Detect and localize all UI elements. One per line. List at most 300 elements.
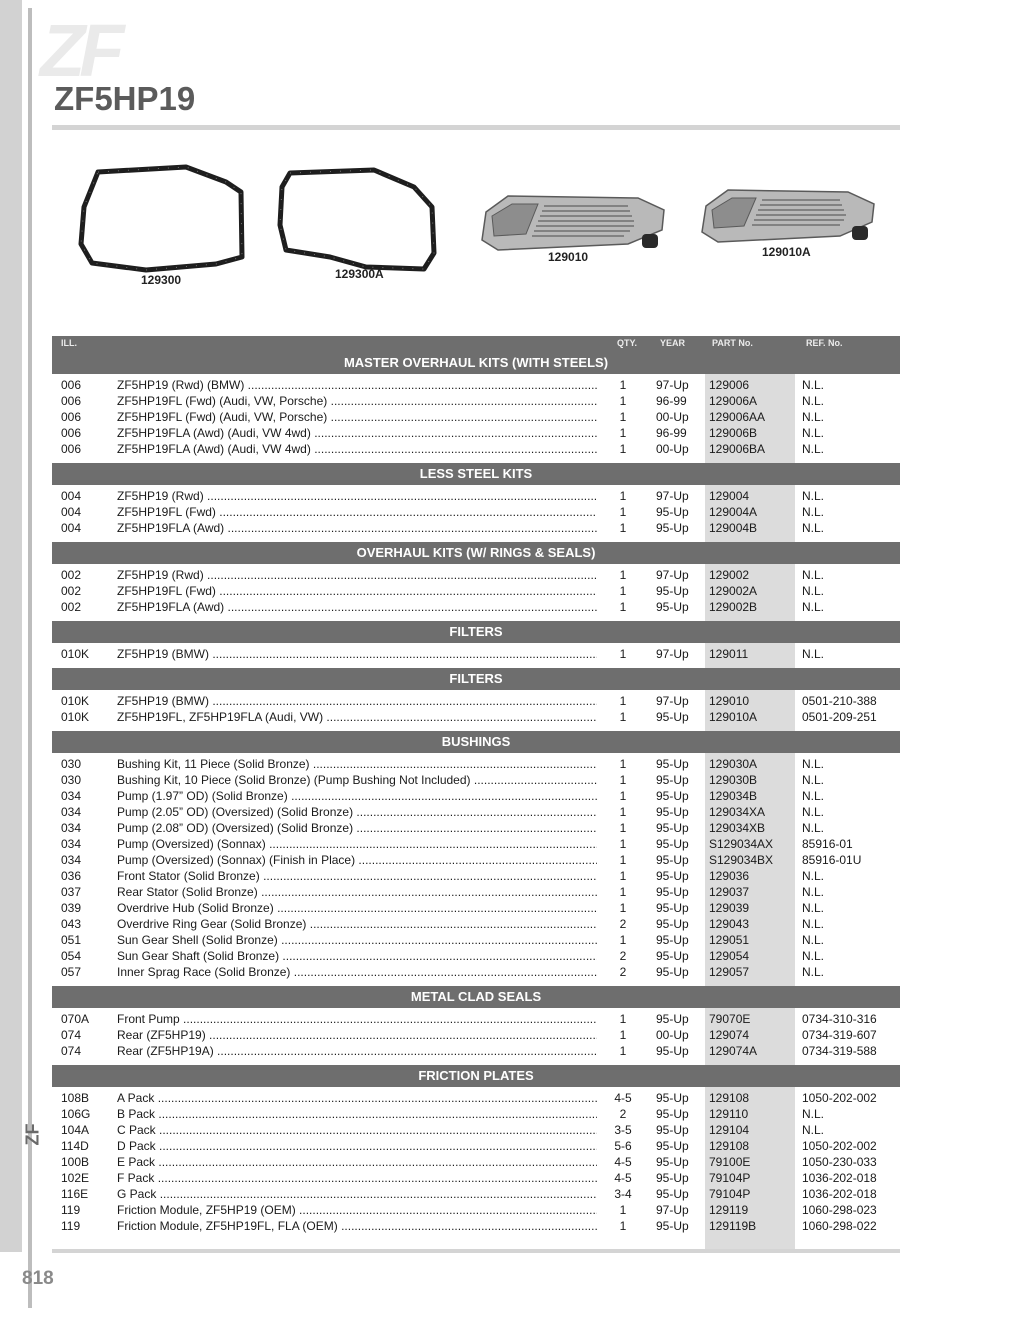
cell-ref-number: N.L. [802, 869, 825, 883]
cell-ref-number: N.L. [802, 1123, 825, 1137]
table-row [52, 583, 900, 599]
cell-ill: 002 [61, 584, 82, 598]
cell-qty: 1 [619, 821, 627, 835]
cell-ref-number: N.L. [802, 505, 825, 519]
cell-part-number: 129119 [709, 1203, 749, 1217]
cell-description: ZF5HP19 (Rwd) ..... [117, 488, 597, 504]
cell-year: 95-Up [656, 805, 689, 819]
cell-description: ZF5HP19FL, ZF5HP19FLA (Audi, VW) ..... [117, 709, 597, 725]
cell-qty: 4-5 [614, 1091, 632, 1105]
cell-qty: 1 [619, 647, 627, 661]
cell-part-number: 79070E [709, 1012, 751, 1026]
column-header-year: YEAR [660, 338, 686, 348]
cell-qty: 1 [619, 1219, 627, 1233]
cell-description: Friction Module, ZF5HP19FL, FLA (OEM) ..... [117, 1218, 597, 1234]
cell-description: Front Stator (Solid Bronze) ..... [117, 868, 597, 884]
sections-container [52, 352, 900, 1237]
cell-ref-number: N.L. [802, 965, 825, 979]
parts-table [52, 336, 900, 1237]
cell-year: 97-Up [656, 568, 689, 582]
cell-qty: 1 [619, 394, 627, 408]
cell-part-number: 129010 [709, 694, 750, 708]
table-row [52, 1218, 900, 1234]
cell-ill: 070A [61, 1012, 90, 1026]
cell-description: Rear (ZF5HP19) ..... [117, 1027, 597, 1043]
cell-year: 95-Up [656, 1012, 689, 1026]
cell-description: Bushing Kit, 11 Piece (Solid Bronze) ..... [117, 756, 597, 772]
section-header: FILTERS [52, 621, 900, 643]
cell-ref-number: N.L. [802, 1107, 825, 1121]
cell-part-number: 129004B [709, 521, 758, 535]
column-header-row [52, 336, 900, 352]
cell-ill: 006 [61, 442, 82, 456]
cell-ill: 034 [61, 837, 82, 851]
table-row [52, 1043, 900, 1059]
column-header-qty: QTY. [617, 338, 638, 348]
table-row [52, 599, 900, 615]
table-row [52, 756, 900, 772]
cell-qty: 3-4 [614, 1187, 632, 1201]
cell-year: 95-Up [656, 757, 689, 771]
cell-qty: 2 [619, 917, 627, 931]
cell-description: Pump (Oversized) (Sonnax) (Finish in Place) ..... [117, 852, 597, 868]
cell-part-number: 129006B [709, 426, 758, 440]
cell-part-number: 129074A [709, 1044, 758, 1058]
cell-year: 00-Up [656, 410, 689, 424]
cell-ill: 004 [61, 505, 82, 519]
cell-qty: 1 [619, 584, 627, 598]
cell-year: 97-Up [656, 694, 689, 708]
cell-description: ZF5HP19FL (Fwd) ..... [117, 583, 597, 599]
cell-year: 95-Up [656, 1187, 689, 1201]
cell-description: Overdrive Ring Gear (Solid Bronze) ..... [117, 916, 597, 932]
cell-qty: 1 [619, 901, 627, 915]
cell-qty: 2 [619, 965, 627, 979]
cell-year: 95-Up [656, 917, 689, 931]
cell-ref-number: 1050-202-002 [802, 1091, 877, 1105]
section-header: METAL CLAD SEALS [52, 986, 900, 1008]
cell-part-number: 129036 [709, 869, 750, 883]
cell-part-number: 129034B [709, 789, 758, 803]
cell-ill: 006 [61, 378, 82, 392]
cell-description: B Pack ..... [117, 1106, 597, 1122]
section-header: FRICTION PLATES [52, 1065, 900, 1087]
cell-ref-number: N.L. [802, 885, 825, 899]
image-label-129010: 129010 [548, 250, 589, 264]
cell-qty: 1 [619, 805, 627, 819]
cell-ref-number: N.L. [802, 584, 825, 598]
cell-qty: 1 [619, 1203, 627, 1217]
cell-qty: 1 [619, 789, 627, 803]
cell-year: 00-Up [656, 442, 689, 456]
cell-year: 95-Up [656, 789, 689, 803]
table-row [52, 488, 900, 504]
cell-part-number: 129108 [709, 1091, 750, 1105]
cell-part-number: 79104P [709, 1171, 751, 1185]
cell-year: 96-99 [656, 394, 687, 408]
cell-ref-number: 1036-202-018 [802, 1187, 877, 1201]
cell-qty: 1 [619, 837, 627, 851]
table-row [52, 709, 900, 725]
section-header: OVERHAUL KITS (W/ RINGS & SEALS) [52, 542, 900, 564]
cell-year: 95-Up [656, 1155, 689, 1169]
cell-part-number: 129034XB [709, 821, 766, 835]
cell-part-number: 129074 [709, 1028, 750, 1042]
cell-year: 95-Up [656, 773, 689, 787]
cell-ill: 119 [61, 1203, 81, 1217]
image-label-129300: 129300 [141, 273, 182, 287]
cell-part-number: 129006 [709, 378, 750, 392]
cell-qty: 1 [619, 426, 627, 440]
table-row [52, 788, 900, 804]
table-row [52, 1138, 900, 1154]
cell-ref-number: 1060-298-023 [802, 1203, 877, 1217]
cell-ill: 002 [61, 600, 82, 614]
image-label-129300a: 129300A [335, 267, 384, 281]
cell-ref-number: N.L. [802, 805, 825, 819]
cell-ill: 010K [61, 710, 90, 724]
cell-ref-number: N.L. [802, 378, 825, 392]
cell-qty: 2 [619, 1107, 627, 1121]
cell-part-number: 129119B [709, 1219, 757, 1233]
cell-qty: 3-5 [614, 1123, 632, 1137]
table-row [52, 1090, 900, 1106]
bottom-divider [52, 1249, 900, 1253]
cell-part-number: 129034XA [709, 805, 766, 819]
cell-ref-number: N.L. [802, 521, 825, 535]
cell-description: E Pack ..... [117, 1154, 597, 1170]
section-rows [52, 1008, 900, 1062]
cell-qty: 1 [619, 933, 627, 947]
cell-ref-number: N.L. [802, 757, 825, 771]
cell-qty: 1 [619, 442, 627, 456]
cell-year: 95-Up [656, 1219, 689, 1233]
brand-watermark: ZF [40, 9, 119, 92]
table-row [52, 425, 900, 441]
cell-description: F Pack ..... [117, 1170, 597, 1186]
section-header: BUSHINGS [52, 731, 900, 753]
gasket-image-129300 [74, 162, 249, 274]
cell-description: Inner Sprag Race (Solid Bronze) ..... [117, 964, 597, 980]
cell-part-number: 129030A [709, 757, 758, 771]
cell-description: ZF5HP19FL (Fwd) ..... [117, 504, 597, 520]
cell-qty: 1 [619, 885, 627, 899]
cell-ill: 002 [61, 568, 82, 582]
cell-description: D Pack ..... [117, 1138, 597, 1154]
table-row [52, 1027, 900, 1043]
cell-part-number: 129006A [709, 394, 758, 408]
table-row [52, 948, 900, 964]
cell-year: 95-Up [656, 965, 689, 979]
section-rows [52, 690, 900, 728]
cell-qty: 1 [619, 600, 627, 614]
page-title: ZF5HP19 [54, 80, 196, 117]
cell-year: 95-Up [656, 821, 689, 835]
cell-year: 95-Up [656, 1123, 689, 1137]
cell-ill: 102E [61, 1171, 90, 1185]
cell-year: 95-Up [656, 710, 689, 724]
cell-description: Friction Module, ZF5HP19 (OEM) ..... [117, 1202, 597, 1218]
cell-qty: 1 [619, 757, 627, 771]
gasket-image-129300a [274, 165, 444, 277]
cell-year: 95-Up [656, 853, 689, 867]
cell-part-number: 129104 [709, 1123, 750, 1137]
cell-ref-number: N.L. [802, 917, 825, 931]
table-row [52, 1170, 900, 1186]
cell-part-number: 129039 [709, 901, 750, 915]
cell-ref-number: N.L. [802, 426, 825, 440]
table-row [52, 1186, 900, 1202]
cell-part-number: 129004A [709, 505, 758, 519]
table-row [52, 504, 900, 520]
cell-description: Bushing Kit, 10 Piece (Solid Bronze) (Pump Bushing Not Included) ..... [117, 772, 597, 788]
cell-description: Rear (ZF5HP19A) ..... [117, 1043, 597, 1059]
cell-qty: 1 [619, 1028, 627, 1042]
cell-description: Pump (2.08” OD) (Oversized) (Solid Bronze) ..... [117, 820, 597, 836]
cell-qty: 1 [619, 505, 627, 519]
cell-ref-number: 0501-210-388 [802, 694, 877, 708]
cell-part-number: 129057 [709, 965, 750, 979]
table-row [52, 804, 900, 820]
cell-year: 95-Up [656, 869, 689, 883]
section-rows [52, 643, 900, 665]
cell-description: Pump (2.05” OD) (Oversized) (Solid Bronze) ..... [117, 804, 597, 820]
cell-year: 95-Up [656, 505, 689, 519]
cell-ref-number: 1050-202-002 [802, 1139, 877, 1153]
cell-ref-number: N.L. [802, 789, 825, 803]
cell-description: ZF5HP19FLA (Awd) (Audi, VW 4wd) ..... [117, 425, 597, 441]
cell-year: 97-Up [656, 489, 689, 503]
cell-qty: 1 [619, 1012, 627, 1026]
section-rows [52, 374, 900, 460]
cell-ref-number: 1050-230-033 [802, 1155, 877, 1169]
table-row [52, 852, 900, 868]
cell-description: A Pack ..... [117, 1090, 597, 1106]
cell-ill: 034 [61, 805, 82, 819]
cell-ref-number: N.L. [802, 489, 825, 503]
cell-ill: 034 [61, 789, 82, 803]
cell-ill: 074 [61, 1028, 82, 1042]
table-row [52, 772, 900, 788]
cell-description: ZF5HP19 (BMW) ..... [117, 693, 597, 709]
cell-ref-number: N.L. [802, 933, 825, 947]
cell-description: C Pack ..... [117, 1122, 597, 1138]
cell-part-number: 129002A [709, 584, 758, 598]
cell-ill: 108B [61, 1091, 90, 1105]
cell-ref-number: 0734-319-588 [802, 1044, 877, 1058]
cell-year: 95-Up [656, 901, 689, 915]
cell-qty: 1 [619, 521, 627, 535]
cell-year: 95-Up [656, 1107, 689, 1121]
table-row [52, 409, 900, 425]
cell-part-number: 129010A [709, 710, 758, 724]
cell-qty: 1 [619, 568, 627, 582]
sidebar-brand-label: ZF [22, 1123, 43, 1146]
cell-part-number: S129034BX [709, 853, 774, 867]
cell-description: ZF5HP19 (BMW) ..... [117, 646, 597, 662]
table-row [52, 693, 900, 709]
cell-part-number: 129051 [709, 933, 750, 947]
cell-description: Sun Gear Shaft (Solid Bronze) ..... [117, 948, 597, 964]
section-header: MASTER OVERHAUL KITS (WITH STEELS) [52, 352, 900, 374]
cell-ill: 119 [61, 1219, 81, 1233]
cell-year: 95-Up [656, 837, 689, 851]
cell-part-number: 129002B [709, 600, 758, 614]
cell-ref-number: N.L. [802, 901, 825, 915]
cell-description: ZF5HP19FLA (Awd) ..... [117, 599, 597, 615]
column-header-part: PART No. [712, 338, 753, 348]
cell-year: 97-Up [656, 647, 689, 661]
section-rows [52, 1087, 900, 1237]
cell-part-number: 129006AA [709, 410, 766, 424]
cell-ref-number: 85916-01 [802, 837, 853, 851]
cell-part-number: 129043 [709, 917, 750, 931]
table-row [52, 377, 900, 393]
cell-year: 95-Up [656, 1044, 689, 1058]
cell-year: 95-Up [656, 1139, 689, 1153]
cell-description: ZF5HP19FL (Fwd) (Audi, VW, Porsche) ..... [117, 409, 597, 425]
cell-ref-number: 1060-298-022 [802, 1219, 877, 1233]
cell-part-number: 129054 [709, 949, 750, 963]
cell-description: Overdrive Hub (Solid Bronze) ..... [117, 900, 597, 916]
section-rows [52, 485, 900, 539]
cell-description: Front Pump ..... [117, 1011, 597, 1027]
cell-part-number: 129030B [709, 773, 758, 787]
cell-description: Rear Stator (Solid Bronze) ..... [117, 884, 597, 900]
column-header-ref: REF. No. [806, 338, 843, 348]
cell-qty: 4-5 [614, 1155, 632, 1169]
cell-part-number: 129004 [709, 489, 750, 503]
cell-qty: 1 [619, 773, 627, 787]
table-row [52, 868, 900, 884]
cell-ill: 004 [61, 521, 82, 535]
cell-description: ZF5HP19FL (Fwd) (Audi, VW, Porsche) ..... [117, 393, 597, 409]
cell-qty: 1 [619, 710, 627, 724]
cell-ref-number: N.L. [802, 647, 825, 661]
cell-ill: 010K [61, 647, 90, 661]
cell-description: ZF5HP19 (Rwd) (BMW) ..... [117, 377, 597, 393]
table-row [52, 1122, 900, 1138]
page-number: 818 [22, 1268, 54, 1289]
filter-image-129010a [698, 184, 878, 250]
cell-part-number: 79100E [709, 1155, 751, 1169]
cell-ill: 036 [61, 869, 82, 883]
cell-year: 95-Up [656, 949, 689, 963]
cell-ill: 043 [61, 917, 82, 931]
table-row [52, 964, 900, 980]
cell-year: 00-Up [656, 1028, 689, 1042]
cell-ill: 074 [61, 1044, 82, 1058]
cell-ill: 030 [61, 773, 82, 787]
cell-ill: 034 [61, 821, 82, 835]
table-row [52, 520, 900, 536]
cell-qty: 2 [619, 949, 627, 963]
cell-description: ZF5HP19FLA (Awd) ..... [117, 520, 597, 536]
cell-part-number: 129110 [709, 1107, 749, 1121]
cell-ref-number: N.L. [802, 568, 825, 582]
table-row [52, 820, 900, 836]
cell-ill: 006 [61, 410, 82, 424]
cell-ref-number: 0734-310-316 [802, 1012, 877, 1026]
cell-description: Sun Gear Shell (Solid Bronze) ..... [117, 932, 597, 948]
cell-year: 97-Up [656, 378, 689, 392]
cell-ill: 114D [61, 1139, 89, 1153]
cell-ill: 037 [61, 885, 82, 899]
cell-part-number: 129108 [709, 1139, 750, 1153]
cell-description: Pump (Oversized) (Sonnax) ..... [117, 836, 597, 852]
cell-ill: 030 [61, 757, 82, 771]
cell-ill: 004 [61, 489, 82, 503]
cell-year: 97-Up [656, 1203, 689, 1217]
cell-ref-number: N.L. [802, 773, 825, 787]
table-row [52, 441, 900, 457]
column-header-ill: ILL. [61, 338, 77, 348]
cell-part-number: 129037 [709, 885, 750, 899]
title-divider [52, 125, 900, 130]
cell-part-number: 129002 [709, 568, 750, 582]
table-row [52, 916, 900, 932]
table-row [52, 836, 900, 852]
cell-part-number: 79104P [709, 1187, 751, 1201]
cell-ref-number: N.L. [802, 600, 825, 614]
cell-qty: 1 [619, 853, 627, 867]
section-header: LESS STEEL KITS [52, 463, 900, 485]
table-row [52, 1154, 900, 1170]
cell-ref-number: N.L. [802, 442, 825, 456]
section-rows [52, 564, 900, 618]
cell-year: 95-Up [656, 1091, 689, 1105]
cell-qty: 1 [619, 694, 627, 708]
cell-ill: 034 [61, 853, 82, 867]
table-row [52, 932, 900, 948]
cell-ill: 006 [61, 394, 82, 408]
left-sidebar-band [0, 0, 22, 1252]
cell-description: ZF5HP19 (Rwd) ..... [117, 567, 597, 583]
cell-ref-number: 0501-209-251 [802, 710, 877, 724]
cell-ill: 039 [61, 901, 82, 915]
cell-ill: 006 [61, 426, 82, 440]
cell-description: ZF5HP19FLA (Awd) (Audi, VW 4wd) ..... [117, 441, 597, 457]
cell-ill: 010K [61, 694, 90, 708]
cell-ref-number: 0734-319-607 [802, 1028, 877, 1042]
section-header: FILTERS [52, 668, 900, 690]
cell-description: Pump (1.97” OD) (Solid Bronze) ..... [117, 788, 597, 804]
cell-description: G Pack ..... [117, 1186, 597, 1202]
cell-ref-number: N.L. [802, 821, 825, 835]
cell-ref-number: 1036-202-018 [802, 1171, 877, 1185]
cell-qty: 1 [619, 1044, 627, 1058]
cell-ref-number: N.L. [802, 394, 825, 408]
table-row [52, 1106, 900, 1122]
cell-qty: 5-6 [614, 1139, 632, 1153]
cell-year: 95-Up [656, 1171, 689, 1185]
cell-year: 95-Up [656, 521, 689, 535]
cell-ill: 051 [61, 933, 82, 947]
cell-ill: 100B [61, 1155, 90, 1169]
cell-ill: 057 [61, 965, 82, 979]
table-row [52, 1202, 900, 1218]
cell-year: 96-99 [656, 426, 687, 440]
left-sidebar-rule [28, 8, 32, 1308]
cell-ill: 116E [61, 1187, 89, 1201]
cell-ill: 104A [61, 1123, 90, 1137]
cell-part-number: 129011 [709, 647, 749, 661]
cell-year: 95-Up [656, 600, 689, 614]
cell-ill: 054 [61, 949, 82, 963]
image-label-129010a: 129010A [762, 245, 811, 259]
cell-qty: 1 [619, 410, 627, 424]
cell-ref-number: 85916-01U [802, 853, 862, 867]
